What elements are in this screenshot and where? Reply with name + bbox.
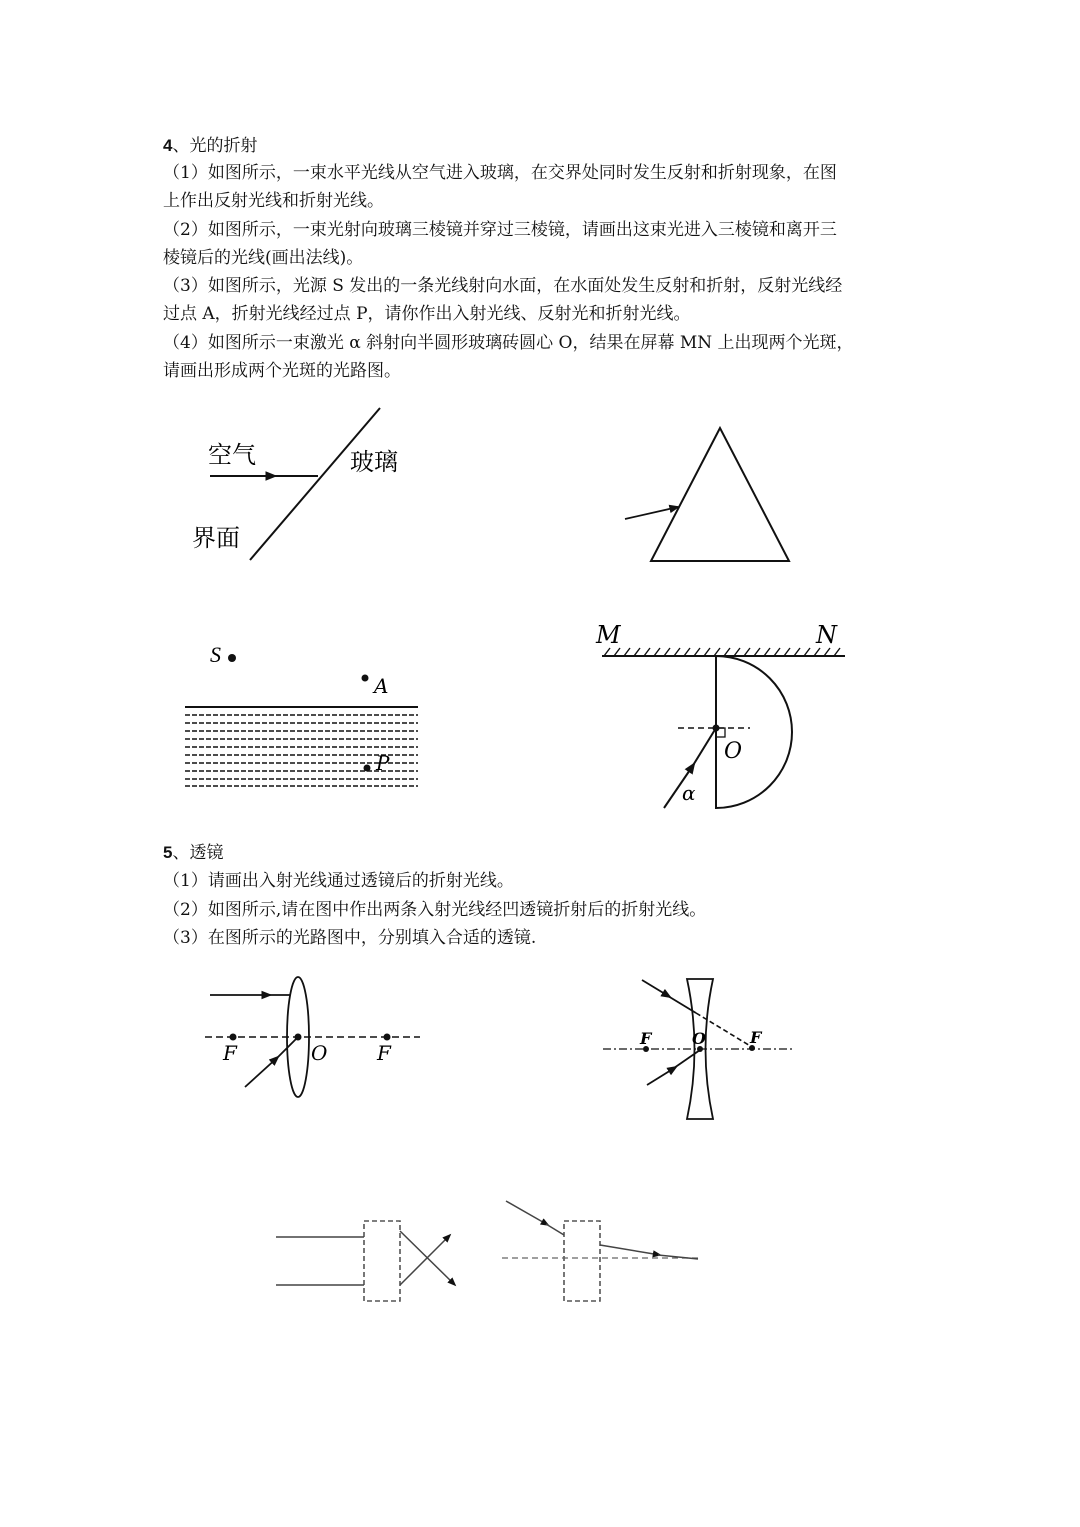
label-interface: 界面 xyxy=(192,524,240,552)
lens-box-left xyxy=(364,1221,400,1301)
section4-line-8: 请画出形成两个光斑的光路图。 xyxy=(163,361,401,381)
interface-line xyxy=(250,408,380,560)
label-f-right: F xyxy=(750,1028,762,1047)
figure-concave-lens xyxy=(600,975,800,1125)
label-f-right: F xyxy=(377,1041,391,1065)
label-alpha: α xyxy=(682,781,696,805)
section5-line-3: （3）在图所示的光路图中，分别填入合适的透镜. xyxy=(163,928,537,948)
figure-convex-lens xyxy=(200,975,430,1105)
outgoing-ray-up xyxy=(400,1235,450,1285)
section4-heading xyxy=(163,133,257,159)
incoming-ray-oblique xyxy=(506,1201,548,1225)
figure-semicircle-glass xyxy=(590,618,860,818)
point-p xyxy=(364,765,371,772)
incident-ray-prism xyxy=(625,507,678,519)
figure-lens-boxes xyxy=(270,1195,710,1310)
section4-title: 、光的折射 xyxy=(172,136,258,156)
section4-line-7: （4）如图所示一束激光 α 斜射向半圆形玻璃砖圆心 O，结果在屏幕 MN 上出现两个光斑， xyxy=(163,333,854,353)
section4-line-5: （3）如图所示，光源 S 发出的一条光线射向水面，在水面处发生反射和折射，反射光线经 xyxy=(163,276,843,296)
incident-ray-oblique xyxy=(245,1057,278,1087)
label-a: A xyxy=(374,674,389,698)
section5-number: 5 xyxy=(163,843,173,862)
figure-water-surface xyxy=(180,635,425,795)
section5-line-1: （1）请画出入射光线通过透镜后的折射光线。 xyxy=(163,871,514,891)
section5-heading xyxy=(163,840,223,866)
figure-air-glass-interface xyxy=(180,400,420,570)
label-o: O xyxy=(724,739,743,764)
screen-hatching xyxy=(604,648,840,656)
point-a xyxy=(362,675,369,682)
point-s xyxy=(228,654,236,662)
incident-ray-lower xyxy=(647,1067,676,1085)
figure-prism xyxy=(620,420,800,570)
section4-number: 4 xyxy=(163,136,173,155)
optical-center xyxy=(295,1034,302,1041)
prism-triangle xyxy=(651,428,789,561)
section4-line-4: 棱镜后的光线(画出法线)。 xyxy=(163,248,364,268)
label-n: N xyxy=(816,621,837,649)
label-o: O xyxy=(311,1041,328,1065)
label-p: P xyxy=(376,751,390,775)
focus-left xyxy=(230,1034,237,1041)
label-f-left: F xyxy=(223,1041,237,1065)
label-f-left: F xyxy=(640,1029,652,1048)
section4-line-2: 上作出反射光线和折射光线。 xyxy=(163,191,384,211)
section4-line-1: （1）如图所示，一束水平光线从空气进入玻璃，在交界处同时发生反射和折射现象，在图 xyxy=(163,163,837,183)
section4-line-3: （2）如图所示，一束光射向玻璃三棱镜并穿过三棱镜，请画出这束光进入三棱镜和离开三 xyxy=(163,220,837,240)
section5-line-2: （2）如图所示,请在图中作出两条入射光线经凹透镜折射后的折射光线。 xyxy=(163,900,707,920)
label-glass: 玻璃 xyxy=(350,448,398,476)
label-o: O xyxy=(692,1029,706,1048)
label-air: 空气 xyxy=(208,441,256,469)
lens-box-right xyxy=(564,1221,600,1301)
section4-line-6: 过点 A，折射光线经过点 P，请你作出入射光线、反射光和折射光线。 xyxy=(163,304,691,324)
section5-title: 、透镜 xyxy=(172,843,224,863)
focus-right xyxy=(384,1034,391,1041)
incident-ray-upper xyxy=(642,980,670,997)
label-s: S xyxy=(210,642,221,667)
label-m: M xyxy=(596,621,621,649)
outgoing-ray-flat xyxy=(600,1245,660,1255)
semicircle-glass-brick xyxy=(716,656,792,808)
